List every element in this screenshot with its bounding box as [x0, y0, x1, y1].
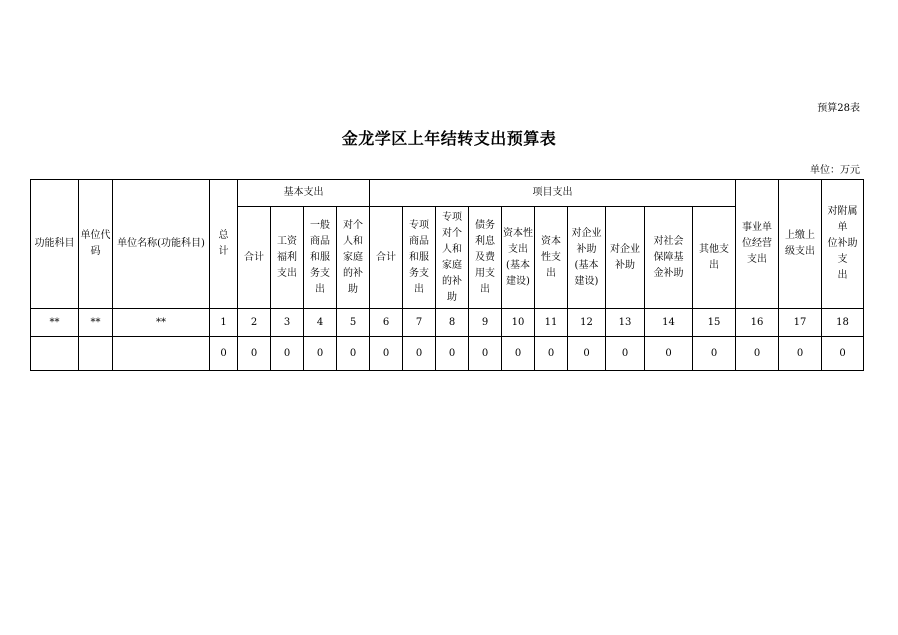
- table-cell: 16: [736, 309, 779, 337]
- header-basic-sub: 对个 人和 家庭 的补 助: [337, 207, 370, 309]
- header-project-sub: 对企业 补助 (基本 建设): [568, 207, 606, 309]
- table-cell: **: [113, 309, 210, 337]
- table-cell: 18: [822, 309, 864, 337]
- table-cell: 7: [403, 309, 436, 337]
- table-cell: 0: [822, 337, 864, 371]
- table-cell: 0: [535, 337, 568, 371]
- unit-label: 单位：万元: [810, 165, 860, 176]
- table-cell: 15: [693, 309, 736, 337]
- table-cell: 12: [568, 309, 606, 337]
- table-cell: 8: [436, 309, 469, 337]
- header-basic-group: 基本支出: [238, 180, 370, 207]
- table-cell: 9: [469, 309, 502, 337]
- table-cell: 0: [568, 337, 606, 371]
- table-cell: 0: [736, 337, 779, 371]
- table-cell: 0: [238, 337, 271, 371]
- table-cell: 10: [502, 309, 535, 337]
- header-total: 总 计: [210, 180, 238, 309]
- table-cell: 17: [779, 309, 822, 337]
- table-cell: 13: [606, 309, 645, 337]
- table-cell: **: [31, 309, 79, 337]
- table-row-numbers: [31, 309, 864, 337]
- header-basic-sub: 合计: [238, 207, 271, 309]
- header-project-sub: 资本性 支出 (基本 建设): [502, 207, 535, 309]
- table-cell: 11: [535, 309, 568, 337]
- table-cell: 0: [210, 337, 238, 371]
- table-cell: 0: [502, 337, 535, 371]
- header-unit-name: 单位名称(功能科目): [113, 180, 210, 309]
- header-basic-sub: 工资 福利 支出: [271, 207, 304, 309]
- header-upper: 上缴上 级支出: [779, 180, 822, 309]
- table-cell: 14: [645, 309, 693, 337]
- table-cell: 0: [370, 337, 403, 371]
- header-project-group: 项目支出: [370, 180, 736, 207]
- table-cell: 5: [337, 309, 370, 337]
- table-cell: 0: [779, 337, 822, 371]
- table-cell: 2: [238, 309, 271, 337]
- table-cell: **: [79, 309, 113, 337]
- header-project-sub: 对社会 保障基 金补助: [645, 207, 693, 309]
- table-cell: 0: [645, 337, 693, 371]
- table-cell: [113, 337, 210, 371]
- form-number: 预算28表: [817, 103, 860, 114]
- header-project-sub: 其他支 出: [693, 207, 736, 309]
- table-cell: [31, 337, 79, 371]
- header-enterprise: 事业单 位经营 支出: [736, 180, 779, 309]
- table-cell: 1: [210, 309, 238, 337]
- table-cell: 0: [337, 337, 370, 371]
- table-cell: 6: [370, 309, 403, 337]
- table-cell: 0: [403, 337, 436, 371]
- header-unit-code: 单位代 码: [79, 180, 113, 309]
- table-cell: 0: [436, 337, 469, 371]
- header-project-sub: 债务 利息 及费 用支 出: [469, 207, 502, 309]
- header-project-sub: 专项 对个 人和 家庭 的补 助: [436, 207, 469, 309]
- table-cell: 0: [606, 337, 645, 371]
- header-affiliated: 对附属单 位补助支 出: [822, 180, 864, 309]
- table-cell: 0: [271, 337, 304, 371]
- budget-table: [30, 179, 864, 371]
- header-basic-sub: 一般 商品 和服 务支 出: [304, 207, 337, 309]
- header-project-sub: 资本 性支 出: [535, 207, 568, 309]
- table-cell: 4: [304, 309, 337, 337]
- table-cell: 0: [304, 337, 337, 371]
- table-cell: 3: [271, 309, 304, 337]
- page-title: 金龙学区上年结转支出预算表: [341, 129, 557, 148]
- table-cell: 0: [469, 337, 502, 371]
- header-project-sub: 合计: [370, 207, 403, 309]
- header-project-sub: 对企业 补助: [606, 207, 645, 309]
- table-cell: [79, 337, 113, 371]
- table-row-values: [31, 337, 864, 371]
- table-cell: 0: [693, 337, 736, 371]
- header-project-sub: 专项 商品 和服 务支 出: [403, 207, 436, 309]
- header-func-subject: 功能科目: [31, 180, 79, 309]
